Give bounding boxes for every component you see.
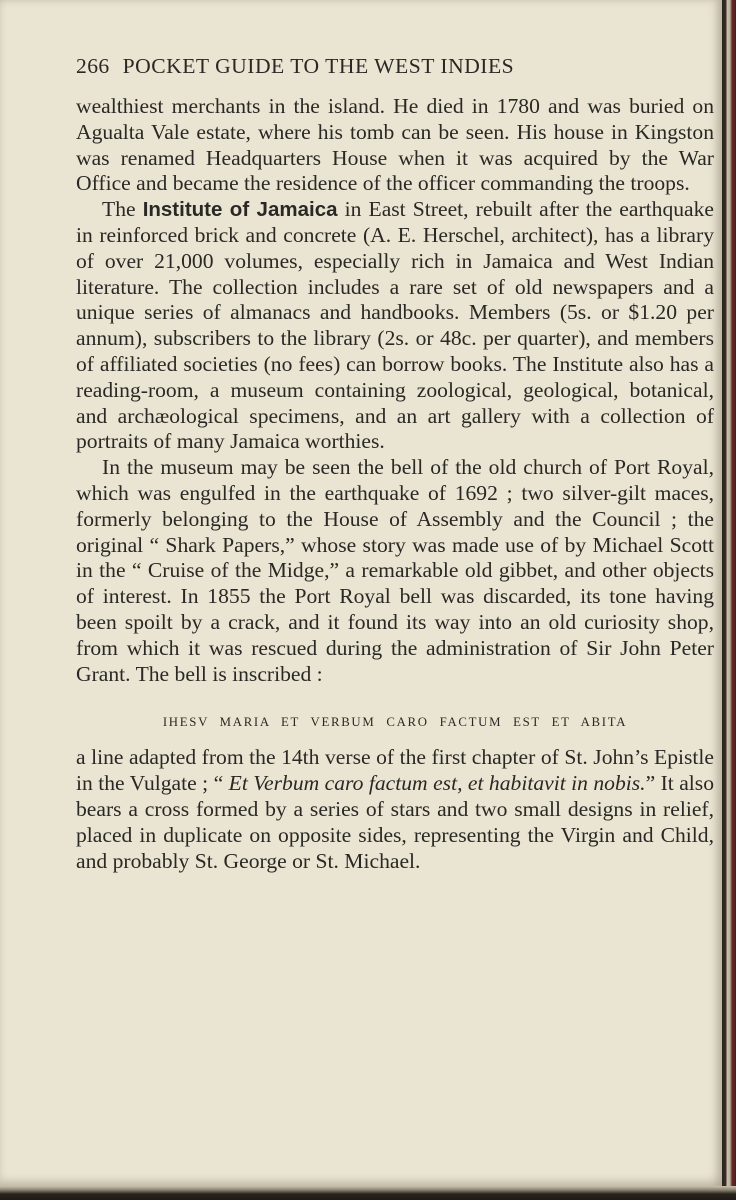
paragraph-rest: in East Street, rebuilt after the earthquake in reinforced brick and concrete (A. E. Herschel, architect), has a library of over 21,000 volumes, especially rich in Jamaica and West Indian literature. The collection includes a rare set of old newspapers and a unique series of almanacs and handbooks. Members (5s. or $1.20 per annum), subscribers to the library (2s. or 48c. per quarter), and members of affiliated societies (no fees) can borrow books. The Institute also has a reading-room, a museum containing zoological, geological, botanical, and archæological specimens, and an art gallery with a collection of portraits of many Jamaica worthies. <box>76 197 714 454</box>
page-number: 266 <box>76 54 110 78</box>
running-head <box>76 54 714 94</box>
paragraph-lead: The <box>102 197 143 222</box>
running-title: POCKET GUIDE TO THE WEST INDIES <box>122 54 515 78</box>
institute-of-jamaica-term: Institute of Jamaica <box>142 198 338 222</box>
bell-inscription: IHESV MARIA ET VERBUM CARO FACTUM EST ET ABITA <box>162 715 628 730</box>
paragraph-institute-of-jamaica <box>76 197 714 455</box>
book-fore-edge <box>722 0 736 1200</box>
paragraph-rest: ” It also bears a cross formed by a series of stars and two small designs in relief, placed in duplicate on opposite sides, representing the Virgin and Child, and probably St. George or St. Michael. <box>76 771 714 873</box>
paragraph-museum: In the museum may be seen the bell of the old church of Port Royal, which was engulfed in the earthquake of 1692 ; two silver-gilt maces, formerly belonging to the House of Assembly and the Council ; the original “ Shark Papers,” whose story was made use of by Michael Scott in the “ Cruise of the Midge,” a remarkable old gibbet, and other objects of interest. In 1855 the Port Royal bell was discarded, its tone having been spoilt by a crack, and it found its way into an old curiosity shop, from which it was rescued during the administration of Sir John Peter Grant. The bell is inscribed : <box>76 455 714 686</box>
paragraph-vulgate <box>76 745 714 874</box>
paragraph-lead: a line adapted from the 14th verse of the first chapter of St. John’s Epistle in the Vulgate ; “ <box>76 745 714 796</box>
paragraph-headquarters-house: wealthiest merchants in the island. He died in 1780 and was buried on Agualta Vale estate, where his tomb can be seen. His house in Kingston was renamed Headquarters House when it was acquired by the War Office and became the residence of the officer commanding the troops. <box>76 94 714 196</box>
latin-quotation: Et Verbum caro factum est, et habitavit in nobis. <box>228 771 646 796</box>
book-bottom-edge <box>0 1186 736 1200</box>
page-content <box>76 54 714 874</box>
